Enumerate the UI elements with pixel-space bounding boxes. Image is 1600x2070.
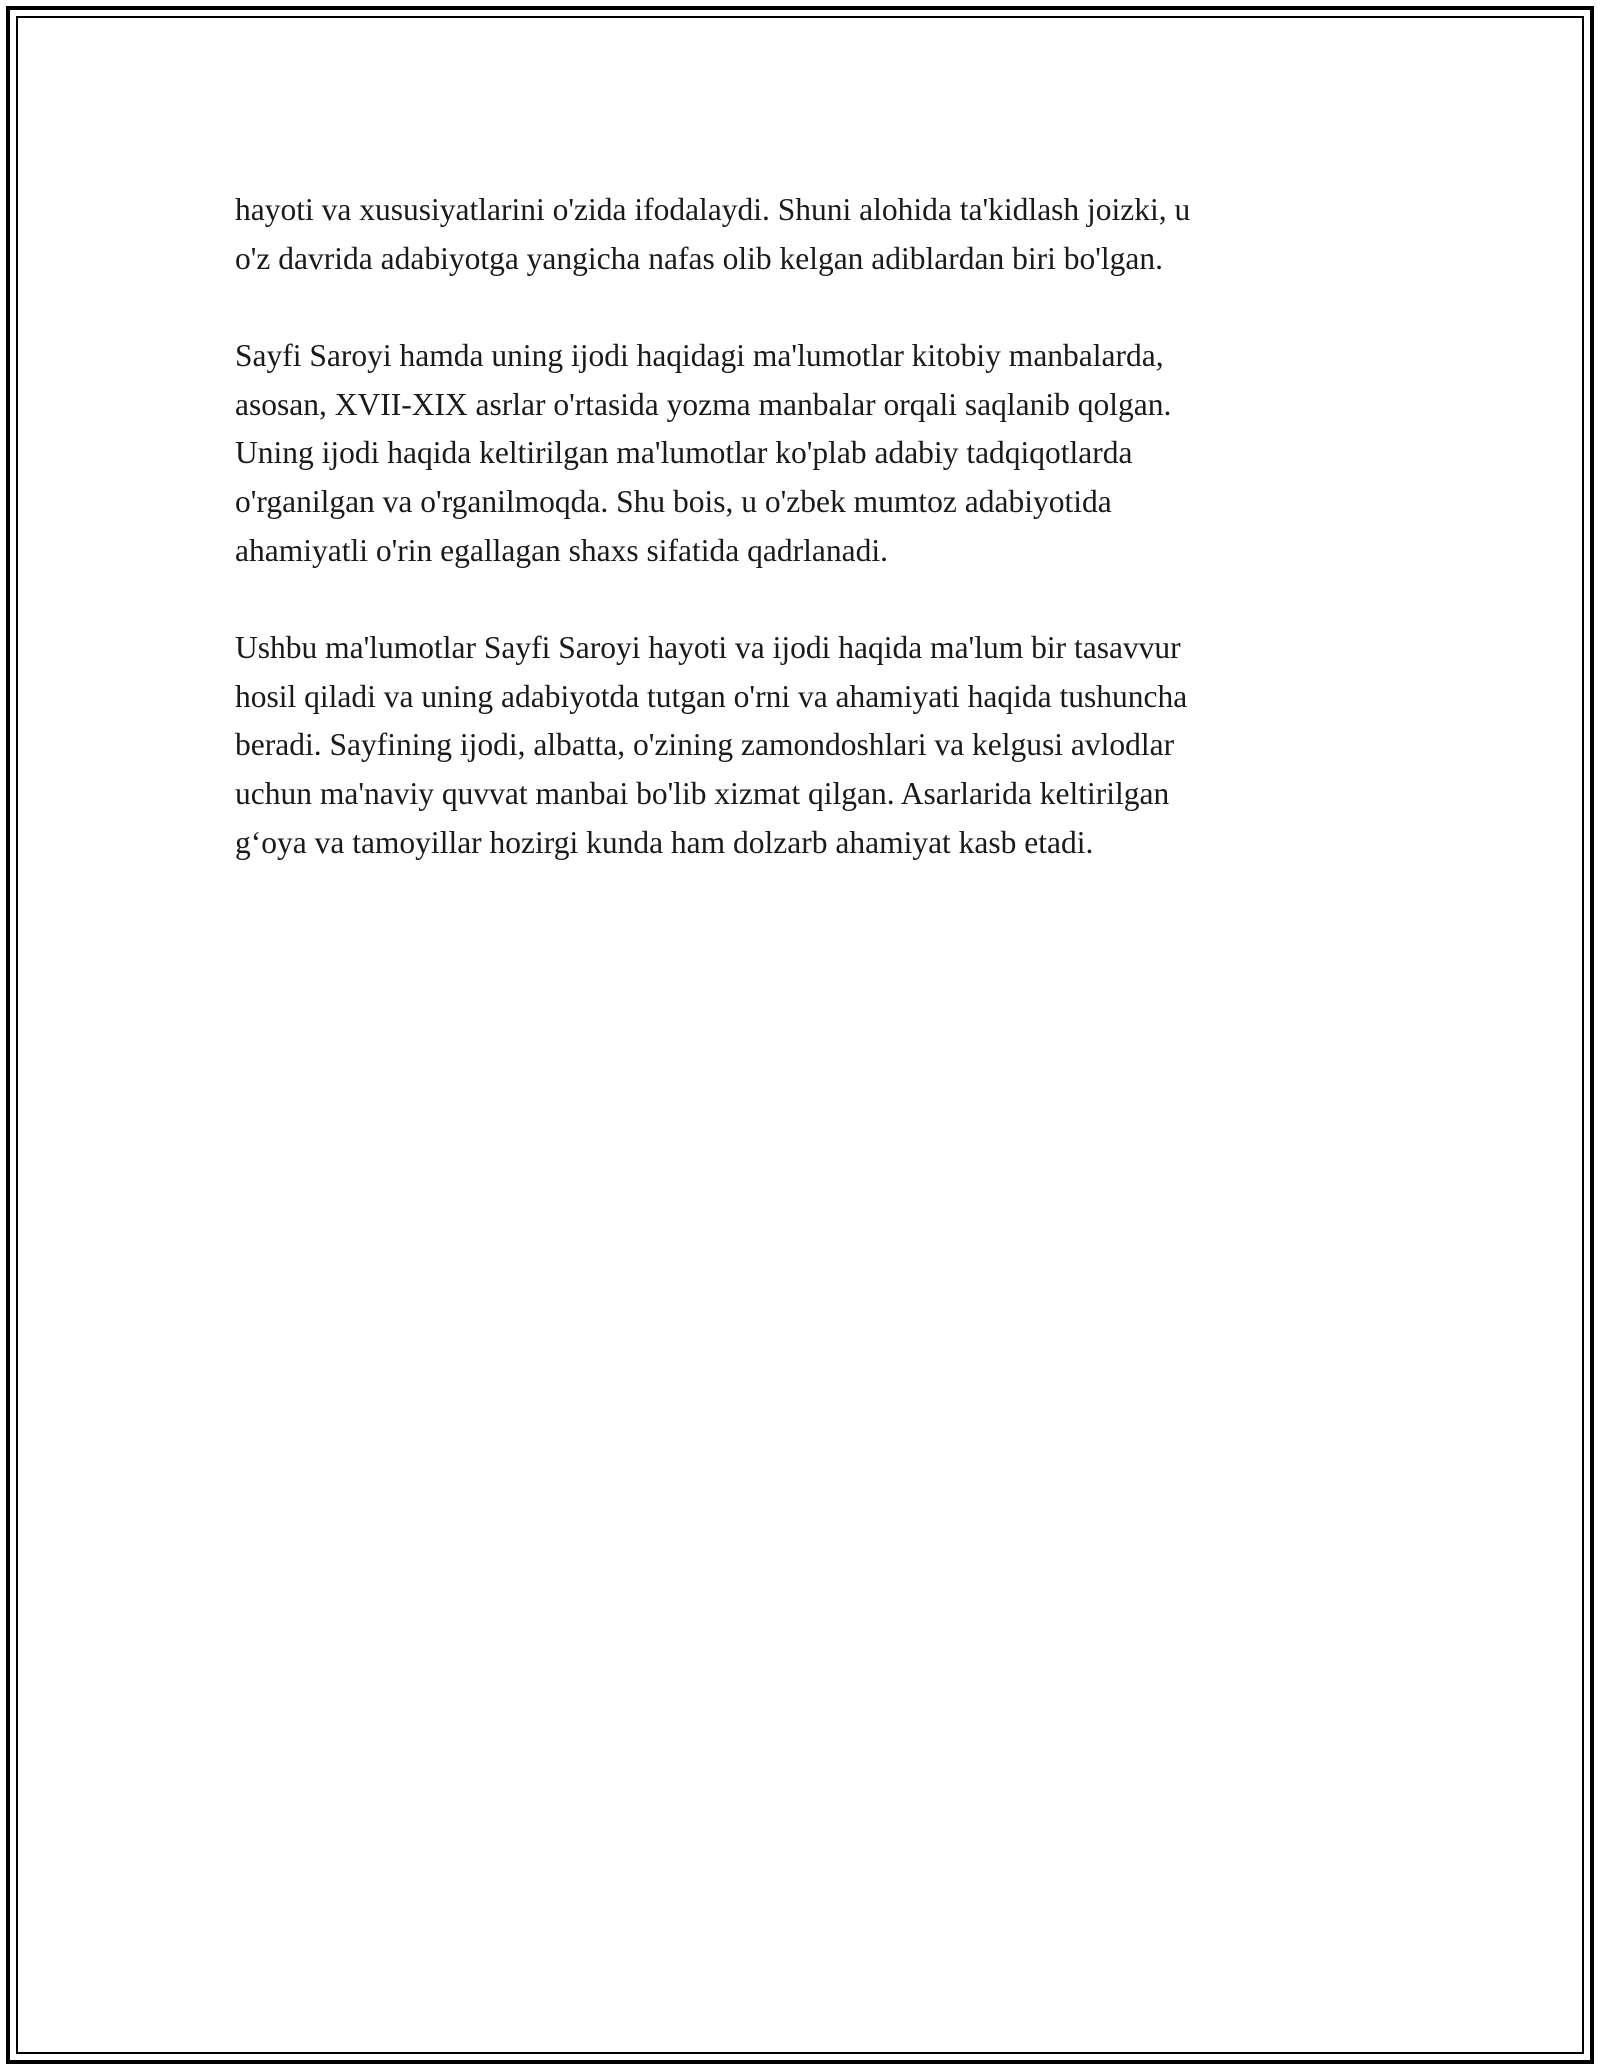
text-line: ahamiyatli o'rin egallagan shaxs sifatida qadrlanadi.: [235, 532, 888, 568]
text-line: uchun ma'naviy quvvat manbai bo'lib xizmat qilgan. Asarlarida keltirilgan: [235, 775, 1170, 811]
paragraph-2: [235, 332, 1375, 575]
document-body: [235, 186, 1375, 916]
text-line: hosil qiladi va uning adabiyotda tutgan o'rni va ahamiyati haqida tushuncha: [235, 678, 1188, 714]
text-line: Uning ijodi haqida keltirilgan ma'lumotlar ko'plab adabiy tadqiqotlarda: [235, 435, 1133, 471]
text-line: Ushbu ma'lumotlar Sayfi Saroyi hayoti va ijodi haqida ma'lum bir tasavvur: [235, 630, 1181, 666]
text-line: Sayfi Saroyi hamda uning ijodi haqidagi ma'lumotlar kitobiy manbalarda,: [235, 338, 1164, 374]
paragraph-1: [235, 186, 1375, 283]
text-line: hayoti va xususiyatlarini o'zida ifodalaydi. Shuni alohida ta'kidlash joizki, u: [235, 192, 1191, 227]
text-line: asosan, XVII-XIX asrlar o'rtasida yozma manbalar orqali saqlanib qolgan.: [235, 386, 1172, 422]
text-line: o'z davrida adabiyotga yangicha nafas olib kelgan adiblardan biri bo'lgan.: [235, 240, 1164, 276]
paragraph-3: [235, 624, 1375, 867]
text-line: o'rganilgan va o'rganilmoqda. Shu bois, u o'zbek mumtoz adabiyotida: [235, 483, 1112, 519]
text-line: beradi. Sayfining ijodi, albatta, o'zining zamondoshlari va kelgusi avlodlar: [235, 727, 1175, 763]
text-line: g‘oya va tamoyillar hozirgi kunda ham dolzarb ahamiyat kasb etadi.: [235, 824, 1094, 860]
